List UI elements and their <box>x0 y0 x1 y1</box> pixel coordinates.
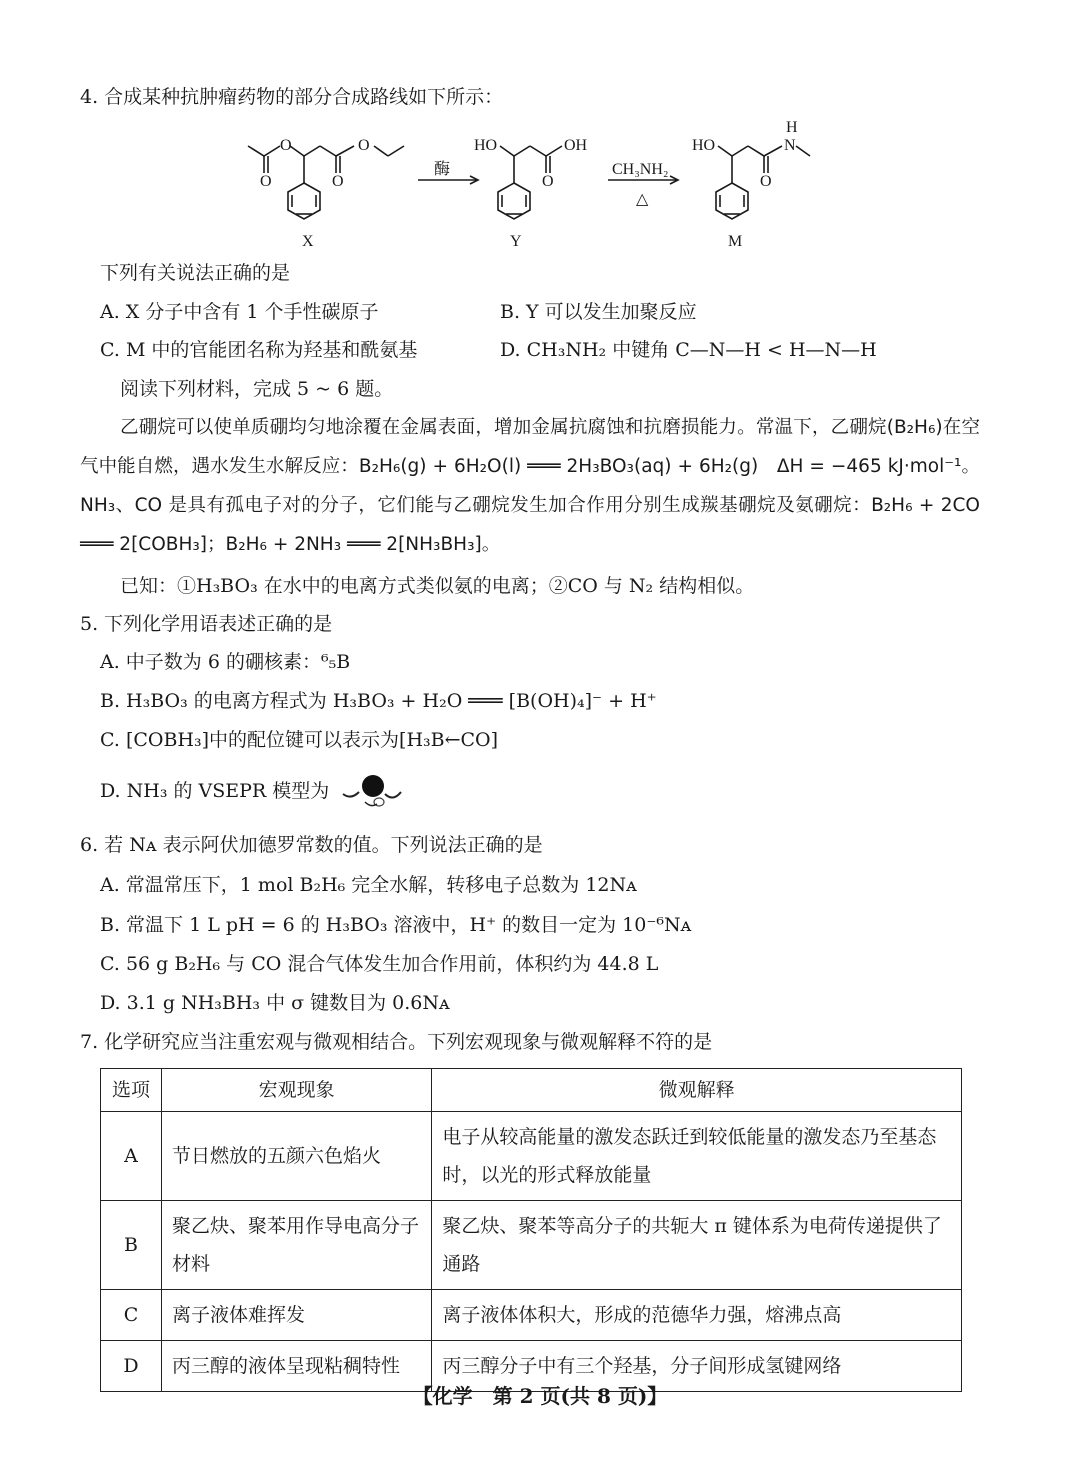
q6-option-b: B. 常温下 1 L pH = 6 的 H₃BO₃ 溶液中，H⁺ 的数目一定为 10⁻⁶Nᴀ <box>100 914 692 936</box>
x-acetyl-chain <box>248 146 280 156</box>
row-c-option: C <box>101 1290 162 1341</box>
row-b-micro: 聚乙炔、聚苯等高分子的共轭大 π 键体系为电荷传递提供了通路 <box>432 1201 962 1290</box>
x-o-ester2: O <box>358 137 370 154</box>
scheme-svg <box>230 118 830 253</box>
row-c-macro: 离子液体难挥发 <box>161 1290 431 1341</box>
reading-para: 乙硼烷可以使单质硼均匀地涂覆在金属表面，增加金属抗腐蚀和抗磨损能力。常温下，乙硼烷(B₂H₆)在空气中能自燃，遇水发生水解反应：B₂H₆(g) + 6H₂O(l) ═══ 2H₃BO₃(aq) + 6H₂(g) ΔH = −465 kJ·mol⁻¹。NH₃、CO 是具有孤电子对的分子，它们能与乙硼烷发生加合作用分别生成羰基硼烷及氨硼烷：B₂H₆ + 2CO ═══ 2[COBH₃]；B₂H₆ + 2NH₃ ═══ 2[NH₃BH₃]。 <box>80 417 980 555</box>
q4-option-c: C. M 中的官能团名称为羟基和酰氨基 <box>100 339 418 361</box>
q5-stem: 5. 下列化学用语表述正确的是 <box>80 613 333 635</box>
q4-option-a: A. X 分子中含有 1 个手性碳原子 <box>100 301 379 323</box>
m-ho: HO <box>692 137 716 154</box>
reading-intro: 阅读下列材料，完成 5 ~ 6 题。 <box>120 378 394 400</box>
m-h: H <box>786 119 798 136</box>
header-option: 选项 <box>101 1069 162 1112</box>
x-o-carbonyl: O <box>332 173 344 190</box>
y-o-carbonyl: O <box>542 173 554 190</box>
synthesis-scheme <box>230 118 830 253</box>
y-oh: OH <box>564 137 588 154</box>
q5-option-d-row <box>100 772 405 812</box>
q6-stem: 6. 若 Nᴀ 表示阿伏加德罗常数的值。下列说法正确的是 <box>80 834 543 856</box>
mol-y-label: Y <box>510 233 522 250</box>
q5-option-c: C. [COBH₃]中的配位键可以表示为[H₃B←CO] <box>100 729 499 751</box>
q5-option-b: B. H₃BO₃ 的电离方程式为 H₃BO₃ + H₂O ═══ [B(OH)₄]⁻ + H⁺ <box>100 690 657 712</box>
header-macro: 宏观现象 <box>161 1069 431 1112</box>
row-d-macro: 丙三醇的液体呈现粘稠特性 <box>161 1341 431 1392</box>
row-d-micro: 丙三醇分子中有三个羟基，分子间形成氢键网络 <box>432 1341 962 1392</box>
row-b-option: B <box>101 1201 162 1290</box>
mol-x-label: X <box>302 233 314 250</box>
x-o-ester1: O <box>280 137 292 154</box>
row-a-option: A <box>101 1112 162 1201</box>
row-c-micro: 离子液体体积大，形成的范德华力强，熔沸点高 <box>432 1290 962 1341</box>
q4-option-d: D. CH₃NH₂ 中键角 C—N—H < H—N—H <box>500 339 877 361</box>
m-o-carbonyl: O <box>760 173 772 190</box>
page-footer: 【化学 第 2 页(共 8 页)】 <box>412 1384 668 1408</box>
row-a-micro: 电子从较高能量的激发态跃迁到较低能量的激发态乃至基态时，以光的形式释放能量 <box>432 1112 962 1201</box>
q6-option-c: C. 56 g B₂H₆ 与 CO 混合气体发生加合作用前，体积约为 44.8 L <box>100 953 659 975</box>
table-row <box>101 1112 962 1201</box>
q6-option-d: D. 3.1 g NH₃BH₃ 中 σ 键数目为 0.6Nᴀ <box>100 992 450 1014</box>
mol-m-label: M <box>728 233 743 250</box>
q5-option-d: D. NH₃ 的 VSEPR 模型为 <box>100 780 330 802</box>
row-b-macro: 聚乙炔、聚苯用作导电高分子材料 <box>161 1201 431 1290</box>
q5-option-a: A. 中子数为 6 的硼核素：⁶₅B <box>100 651 351 673</box>
table-row <box>101 1201 962 1290</box>
arrow2-heat: △ <box>636 191 649 208</box>
table-row <box>101 1290 962 1341</box>
x-o-acetyl: O <box>260 173 272 190</box>
vsepr-model-icon <box>335 772 405 812</box>
row-a-macro: 节日燃放的五颜六色焰火 <box>161 1112 431 1201</box>
header-micro: 微观解释 <box>432 1069 962 1112</box>
table-header-row <box>101 1069 962 1112</box>
q4-stem: 4. 合成某种抗肿瘤药物的部分合成路线如下所示： <box>80 86 504 108</box>
q4-option-b: B. Y 可以发生加聚反应 <box>500 301 697 323</box>
arrow2-reagent: CH₃NH₂ <box>612 161 669 178</box>
q7-table <box>100 1068 962 1392</box>
q4-question: 下列有关说法正确的是 <box>100 262 291 284</box>
q7-stem: 7. 化学研究应当注重宏观与微观相结合。下列宏观现象与微观解释不符的是 <box>80 1031 713 1053</box>
y-ho: HO <box>474 137 498 154</box>
arrow1-label: 酶 <box>434 161 451 178</box>
reading-known: 已知：①H₃BO₃ 在水中的电离方式类似氨的电离；②CO 与 N₂ 结构相似。 <box>120 575 755 597</box>
row-d-option: D <box>101 1341 162 1392</box>
q6-option-a: A. 常温常压下，1 mol B₂H₆ 完全水解，转移电子总数为 12Nᴀ <box>100 874 637 896</box>
m-n: N <box>784 137 796 154</box>
